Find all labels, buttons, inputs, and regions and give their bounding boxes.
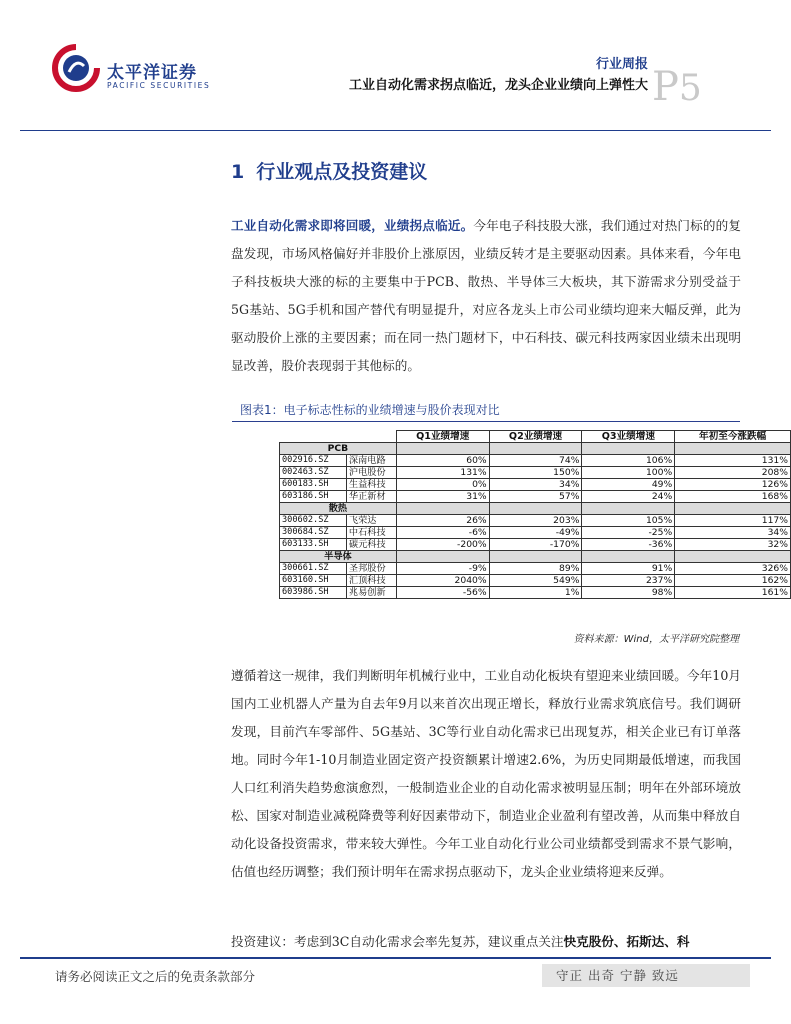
paragraph-3-body: 投资建议：考虑到3C自动化需求会率先复苏，建议重点关注	[231, 934, 564, 949]
table-group-empty-cell	[675, 503, 791, 515]
table-cell-q2: 34%	[489, 479, 582, 491]
table-cell-code: 300602.SZ	[280, 515, 347, 527]
table-cell-q2: -170%	[489, 539, 582, 551]
table-cell-name: 中石科技	[346, 527, 396, 539]
header-divider	[20, 130, 771, 131]
table-cell-q3: 237%	[582, 575, 675, 587]
table-cell-q3: 105%	[582, 515, 675, 527]
table-cell-q2: 89%	[489, 563, 582, 575]
table-cell-ytd: 117%	[675, 515, 791, 527]
table-cell-name: 汇顶科技	[346, 575, 396, 587]
table-row	[280, 479, 791, 491]
figure-caption: 图表1：电子标志性标的业绩增速与股价表现对比	[232, 401, 740, 422]
table-body	[280, 443, 791, 599]
table-cell-code: 300684.SZ	[280, 527, 347, 539]
table-cell-q1: 26%	[396, 515, 489, 527]
table-row	[280, 539, 791, 551]
paragraph-3-highlight: 快克股份、拓斯达、科	[563, 934, 690, 949]
table-header-blank	[280, 431, 397, 443]
table-row	[280, 491, 791, 503]
table-cell-q2: 57%	[489, 491, 582, 503]
section-number: 1	[231, 161, 245, 183]
table-cell-ytd: 326%	[675, 563, 791, 575]
table-group-label: 半导体	[280, 551, 397, 563]
table-group-empty-cell	[582, 443, 675, 455]
table-cell-q2: 203%	[489, 515, 582, 527]
table-cell-q3: 100%	[582, 467, 675, 479]
table-cell-q3: -36%	[582, 539, 675, 551]
table-row	[280, 527, 791, 539]
table-cell-ytd: 161%	[675, 587, 791, 599]
table-cell-q1: -9%	[396, 563, 489, 575]
brand-name-en: PACIFIC SECURITIES	[107, 81, 211, 90]
table-cell-name: 生益科技	[346, 479, 396, 491]
section-title-text: 行业观点及投资建议	[256, 161, 428, 183]
table-cell-q3: 91%	[582, 563, 675, 575]
table-cell-ytd: 168%	[675, 491, 791, 503]
table-cell-name: 圣邦股份	[346, 563, 396, 575]
table-group-label: 散热	[280, 503, 397, 515]
table-cell-q2: -49%	[489, 527, 582, 539]
table-cell-q3: 106%	[582, 455, 675, 467]
table-cell-q1: 60%	[396, 455, 489, 467]
report-title: 工业自动化需求拐点临近，龙头企业业绩向上弹性大	[348, 78, 648, 93]
table-cell-q1: 2040%	[396, 575, 489, 587]
table-group-label: PCB	[280, 443, 397, 455]
table-cell-q1: 131%	[396, 467, 489, 479]
table-group-empty-cell	[396, 443, 489, 455]
table-header-q3: Q3业绩增速	[582, 431, 675, 443]
table-cell-code: 603133.SH	[280, 539, 347, 551]
table-cell-code: 603160.SH	[280, 575, 347, 587]
figure-source: 资料来源：Wind，太平洋研究院整理	[573, 634, 739, 645]
table-cell-name: 沪电股份	[346, 467, 396, 479]
table-row	[280, 515, 791, 527]
table-row	[280, 563, 791, 575]
footer-slogan: 守正 出奇 宁静 致远	[542, 964, 750, 987]
table-cell-code: 002916.SZ	[280, 455, 347, 467]
table-cell-q1: -56%	[396, 587, 489, 599]
section-title	[231, 157, 427, 184]
table-cell-ytd: 34%	[675, 527, 791, 539]
table-cell-q3: 49%	[582, 479, 675, 491]
table-cell-ytd: 126%	[675, 479, 791, 491]
paragraph-1-body: 今年电子科技股大涨，我们通过对热门标的的复盘发现，市场风格偏好并非股价上涨原因，业绩反转才是主要驱动因素。具体来看，今年电子科技板块大涨的标的主要集中于PCB、散热、半导体三大板块，其下游需求分别受益于5G基站、5G手机和国产替代有明显提升，对应各龙头上市公司业绩均迎来大幅反弹，此为驱动股价上涨的主要因素；而在同一热门题材下，中石科技、碳元科技两家因业绩未出现明显改善，股价表现弱于其他标的。	[231, 218, 742, 373]
table-group-empty-cell	[489, 503, 582, 515]
table-row	[280, 587, 791, 599]
paragraph-1	[231, 212, 741, 380]
table-header-row	[280, 431, 791, 443]
table-cell-name: 碳元科技	[346, 539, 396, 551]
table-cell-code: 603986.SH	[280, 587, 347, 599]
paragraph-1-lead: 工业自动化需求即将回暖，业绩拐点临近。	[231, 218, 474, 233]
table-cell-q3: 98%	[582, 587, 675, 599]
table-group-empty-cell	[396, 503, 489, 515]
table-cell-ytd: 131%	[675, 455, 791, 467]
table-cell-name: 飞荣达	[346, 515, 396, 527]
table-cell-q1: 0%	[396, 479, 489, 491]
table-header-q1: Q1业绩增速	[396, 431, 489, 443]
table-group-empty-cell	[489, 443, 582, 455]
table-cell-code: 600183.SH	[280, 479, 347, 491]
footer-disclaimer: 请务必阅读正文之后的免责条款部分	[55, 969, 256, 984]
table-cell-q2: 150%	[489, 467, 582, 479]
table-cell-code: 300661.SZ	[280, 563, 347, 575]
table-row	[280, 467, 791, 479]
page-number: P5	[652, 64, 702, 110]
table-header-q2: Q2业绩增速	[489, 431, 582, 443]
table-row	[280, 455, 791, 467]
table-cell-q1: -200%	[396, 539, 489, 551]
table-cell-code: 603186.SH	[280, 491, 347, 503]
table-group-empty-cell	[582, 551, 675, 563]
table-group-row	[280, 443, 791, 455]
table-group-empty-cell	[675, 551, 791, 563]
table-cell-name: 华正新材	[346, 491, 396, 503]
report-type: 行业周报	[595, 57, 648, 72]
table-cell-q2: 74%	[489, 455, 582, 467]
table-cell-q2: 1%	[489, 587, 582, 599]
table-cell-ytd: 32%	[675, 539, 791, 551]
table-row	[280, 575, 791, 587]
table-cell-q2: 549%	[489, 575, 582, 587]
table-cell-ytd: 208%	[675, 467, 791, 479]
table-header-ytd: 年初至今涨跌幅	[675, 431, 791, 443]
table-cell-q1: 31%	[396, 491, 489, 503]
table-cell-q1: -6%	[396, 527, 489, 539]
table-cell-q3: 24%	[582, 491, 675, 503]
brand-name-cn: 太平洋证券	[107, 63, 197, 83]
company-logo-icon	[52, 44, 100, 92]
table-cell-ytd: 162%	[675, 575, 791, 587]
table-cell-q3: -25%	[582, 527, 675, 539]
table-cell-name: 深南电路	[346, 455, 396, 467]
footer-divider	[20, 957, 771, 959]
table-cell-code: 002463.SZ	[280, 467, 347, 479]
table-group-empty-cell	[489, 551, 582, 563]
table-group-empty-cell	[396, 551, 489, 563]
table-group-empty-cell	[675, 443, 791, 455]
table-group-row	[280, 503, 791, 515]
paragraph-3	[231, 928, 741, 956]
table-cell-name: 兆易创新	[346, 587, 396, 599]
paragraph-2: 遵循着这一规律，我们判断明年机械行业中，工业自动化板块有望迎来业绩回暖。今年10月国内工业机器人产量为自去年9月以来首次出现正增长，释放行业需求筑底信号。我们调研发现，目前汽车零部件、5G基站、3C等行业自动化需求已出现复苏，相关企业已有订单落地。同时今年1-10月制造业固定资产投资额累计增速2.6%，为历史同期最低增速，而我国人口红利消失趋势愈演愈烈，一般制造业企业的自动化需求被明显压制；明年在外部环境放松、国家对制造业减税降费等利好因素带动下，制造业企业盈利有望改善，从而集中释放自动化设备投资需求，带来较大弹性。今年工业自动化行业公司业绩都受到需求不景气影响，估值也经历调整；我们预计明年在需求拐点驱动下，龙头企业业绩将迎来反弹。	[231, 668, 741, 879]
table-group-row	[280, 551, 791, 563]
performance-table	[279, 430, 791, 599]
table-group-empty-cell	[582, 503, 675, 515]
